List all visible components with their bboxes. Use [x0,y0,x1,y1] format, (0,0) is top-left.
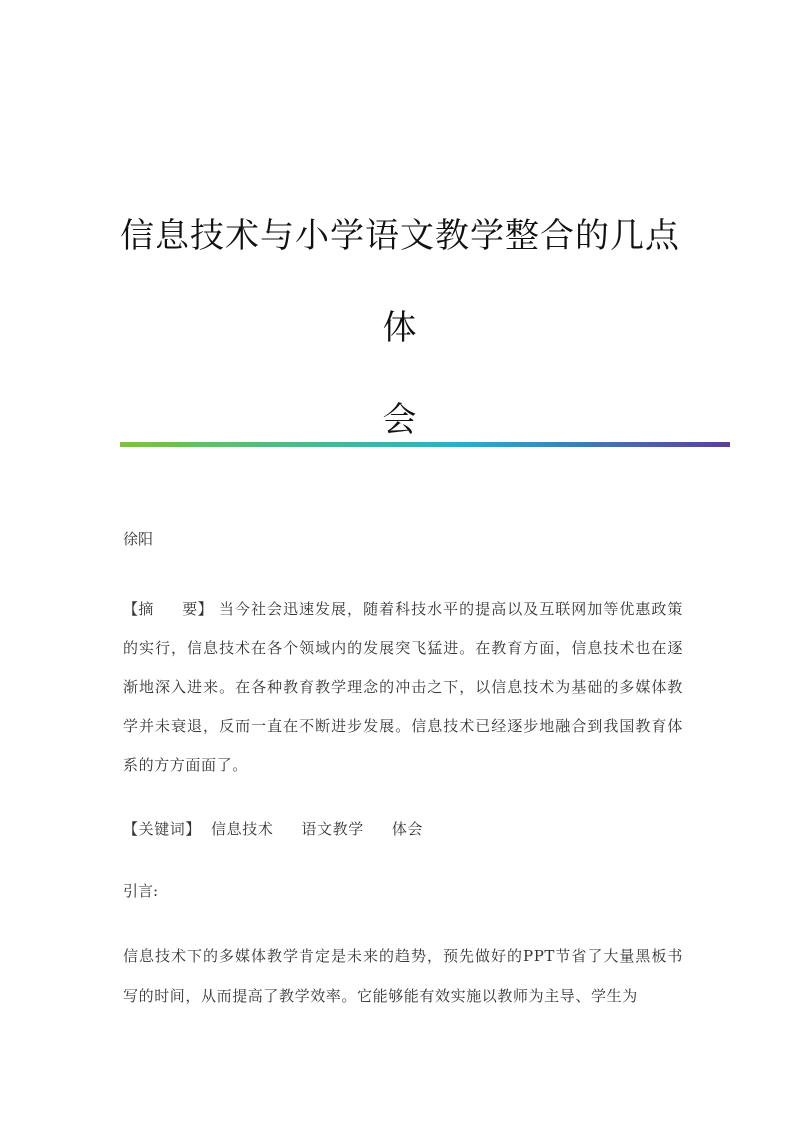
abstract-label-open: 【摘 [123,600,154,618]
abstract-label [123,600,213,618]
author-name: 徐阳 [123,530,154,548]
keyword-item: 体会 [391,820,424,838]
document-title [110,190,690,466]
keyword-item: 信息技术 [211,820,274,838]
abstract-paragraph [123,590,683,785]
gradient-divider [120,442,730,447]
intro-heading: 引言: [123,882,159,900]
abstract-label-close: 要】 [181,600,214,618]
abstract-text: 当今社会迅速发展，随着科技水平的提高以及互联网加等优惠政策的实行，信息技术在各个领域内的发展突飞猛进。在教育方面，信息技术也在逐渐地深入进来。在各种教育教学理念的冲击之下，以信息技术为基础的多媒体教学并未衰退，反而一直在不断进步发展。信息技术已经逐步地融合到我国教育体系的方方面面了。 [123,600,683,774]
body-paragraph: 信息技术下的多媒体教学肯定是未来的趋势，预先做好的PPT节省了大量黑板书写的时间，从而提高了教学效率。它能够能有效实施以教师为主导、学生为 [123,947,683,1005]
keyword-item: 语文教学 [301,820,364,838]
keywords-label: 【关键词】 [123,820,202,838]
title-line-1: 信息技术与小学语文教学整合的几点体 [120,216,680,348]
keywords-line [123,818,423,839]
title-line-2: 会 [382,400,418,440]
